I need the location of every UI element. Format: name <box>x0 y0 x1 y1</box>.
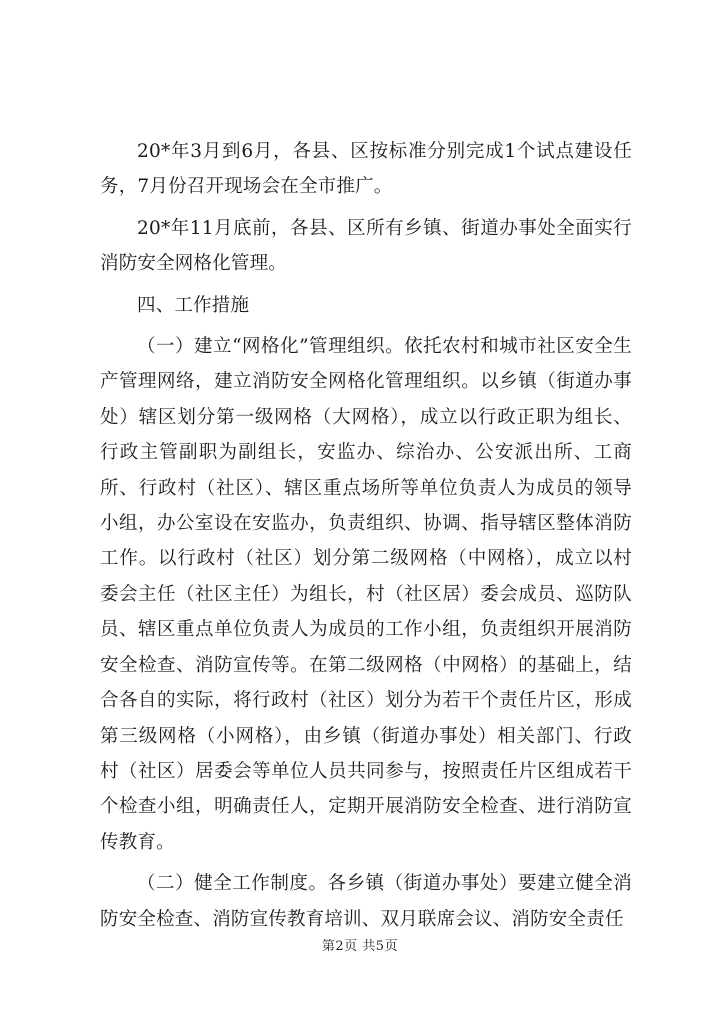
page-footer: 第2页 共5页 <box>321 939 399 954</box>
paragraph-full-rollout: 20*年11月底前，各县、区所有乡镇、街道办事处全面实行消防安全网格化管理。 <box>100 217 632 275</box>
document-body <box>100 134 632 937</box>
section-heading-work-measures: 四、工作措施 <box>137 294 250 316</box>
paragraph-work-system: （二）健全工作制度。各乡镇（街道办事处）要建立健全消防安全检查、消防宣传教育培训、双月联席会议、消防安全责任 <box>100 873 632 930</box>
paragraph-pilot-schedule: 20*年3月到6月，各县、区按标准分别完成1个试点建设任务，7月份召开现场会在全市推广。 <box>100 141 632 198</box>
paragraph-grid-organization: （一）建立“网格化”管理组织。依托农村和城市社区安全生产管理网络，建立消防安全网格化管理组织。以乡镇（街道办事处）辖区划分第一级网格（大网格），成立以行政正职为组长、行政主管副职为副组长，安监办、综治办、公安派出所、工商所、行政村（社区）、辖区重点场所等单位负责人为成员的领导小组，办公室设在安监办，负责组织、协调、指导辖区整体消防工作。以行政村（社区）划分第二级网格（中网格），成立以村委会主任（社区主任）为组长，村（社区居）委会成员、巡防队员、辖区重点单位负责人为成员的工作小组，负责组织开展消防安全检查、消防宣传等。在第二级网格（中网格）的基础上，结合各自的实际，将行政村（社区）划分为若干个责任片区，形成第三级网格（小网格），由乡镇（街道办事处）相关部门、行政村（社区）居委会等单位人员共同参与，按照责任片区组成若干个检查小组，明确责任人，定期开展消防安全检查、进行消防宣传教育。 <box>100 336 632 853</box>
